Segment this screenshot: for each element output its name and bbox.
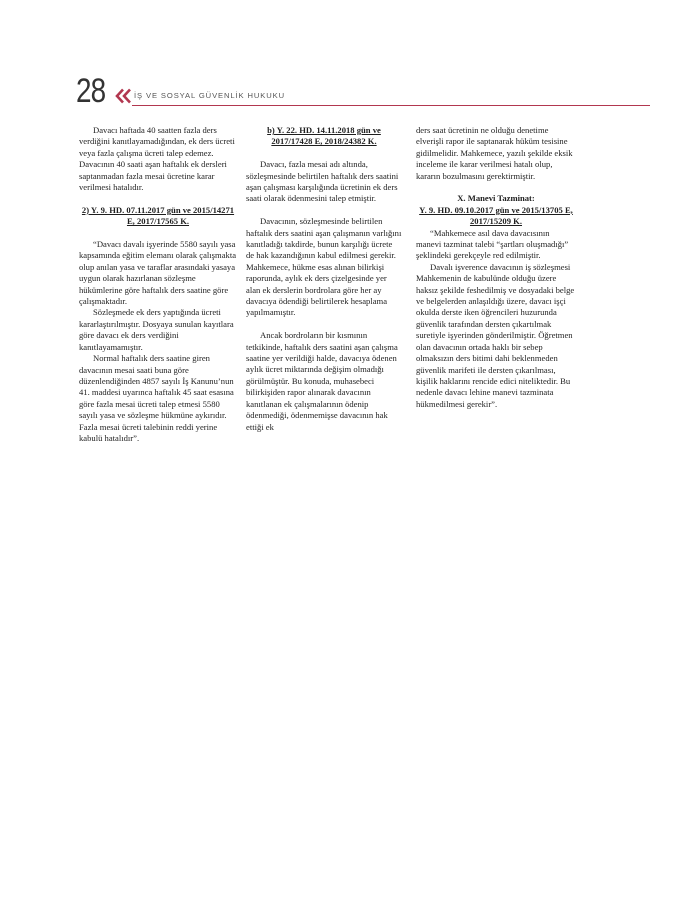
paragraph: Davalı işverence davacının iş sözleşmesi Mahkemenin de kabulünde olduğu üzere haksız şekilde feshedilmiş ve dosyadaki belge ve belgelerden anlaşıldığı üzere, davacı işçi okulda derste iken öğrencileri huzurunda güvenlik tarafından dersten çıkartılmak suretiyle işyerinden gönderilmiştir. Öğretmen olan davacının ortada haklı bir sebep olmaksızın ders bitimi dahi beklenmeden güvenlik marifeti ile dersten çıkarılması, kişilik haklarını rencide edici niteliktedir. Bu nedenle davacı lehine manevi tazminata hükmedilmesi gerekir”. bbox=[416, 261, 575, 409]
text-column-2 bbox=[246, 125, 402, 433]
paragraph: Davacının, sözleşmesinde belirtilen haftalık ders saatini aşan çalışmanın varlığını kanıtladığı takdirde, bunun karşılığı ücrete de hak kazandığının kabul edilmesi gerekir. Mahkemece, hükme esas alınan bilirkişi raporunda, aylık ek ders çizelgesinde yer alan ek derslerin bordrolara göre her ay davacıya ödendiği belirtilerek hesaplama yapılmamıştır. bbox=[246, 216, 402, 318]
paragraph: Davacı, fazla mesai adı altında, sözleşmesinde belirtilen haftalık ders saatini aşan çalışması karşılığında ücretinin ek ders saati olarak ödenmesini talep etmiştir. bbox=[246, 159, 399, 204]
double-chevron-icon bbox=[115, 88, 132, 104]
case-heading: Y. 9. HD. 09.10.2017 gün ve 2015/13705 E, 2017/15209 K. bbox=[419, 204, 573, 227]
text-column-1 bbox=[79, 125, 237, 444]
page-number: 28 bbox=[76, 72, 106, 110]
text-column-3 bbox=[416, 125, 576, 410]
paragraph: “Davacı davalı işyerinde 5580 sayılı yasa kapsamında eğitim elemanı olarak çalışmakta olup anılan yasa ve taraflar arasındaki yasaya uygun olarak hazırlanan sözleşme hükümlerine göre haftalık ders saatine göre çalışmaktadır. bbox=[79, 239, 237, 307]
paragraph: ders saat ücretinin ne olduğu denetime elverişli rapor ile saptanarak hüküm tesisine gidilmelidir. Mahkemece, yazılı şekilde eksik inceleme ile karar verilmesi hatalı olup, kararın bozulmasını gerektirmiştir. bbox=[416, 125, 573, 181]
journal-title: İŞ VE SOSYAL GÜVENLİK HUKUKU bbox=[134, 91, 285, 100]
paragraph: “Mahkemece asıl dava davacısının manevi tazminat talebi “şartları oluşmadığı” şeklindeki gerekçeyle red edilmiştir. bbox=[416, 227, 569, 261]
section-heading: X. Manevi Tazminat: bbox=[457, 193, 535, 204]
paragraph: Sözleşmede ek ders yaptığında ücreti kararlaştırılmıştır. Dosyaya sunulan kayıtlara göre davacı ek ders verdiğini kanıtlayamamıştır. bbox=[79, 307, 234, 352]
paragraph: Normal haftalık ders saatine giren davacının mesai saati buna göre düzenlendiğinden 4857 sayılı İş Kanunu’nun 41. maddesi uyarınca haftalık 45 saat esasına göre fazla mesai ücreti talep etmesi 5580 sayılı yasa ve sözleşme hükmüne aykırıdır. Fazla mesai ücreti talebinin reddi yerine kabulü hatalıdır”. bbox=[79, 353, 234, 443]
paragraph: Davacı haftada 40 saatten fazla ders verdiğini kanıtlayamadığından, ek ders ücreti veya fazla çalışma ücreti talep edemez. Davacının 40 saati aşan haftalık ek dersleri saptanmadan fazla mesai ücretine karar verilmesi hatalıdır. bbox=[79, 125, 235, 193]
case-heading: 2) Y. 9. HD. 07.11.2017 gün ve 2015/14271 E, 2017/17565 K. bbox=[81, 204, 235, 227]
page-header bbox=[76, 74, 650, 108]
header-rule bbox=[132, 105, 650, 106]
paragraph: Ancak bordroların bir kısmının tetkikinde, haftalık ders saatini aşan çalışma saatine yer verildiği halde, davacıya ödenen aylık ücret miktarında değişim olmadığı görülmüştür. Bu konuda, muhasebeci bilirkişiden rapor alınarak davacının kanıtlanan ek çalışmalarının ödenip ödenmediği, ödenmemişse davacının hak ettiği ek bbox=[246, 330, 398, 432]
case-heading: b) Y. 22. HD. 14.11.2018 gün ve 2017/17428 E, 2018/24382 K. bbox=[267, 125, 381, 147]
